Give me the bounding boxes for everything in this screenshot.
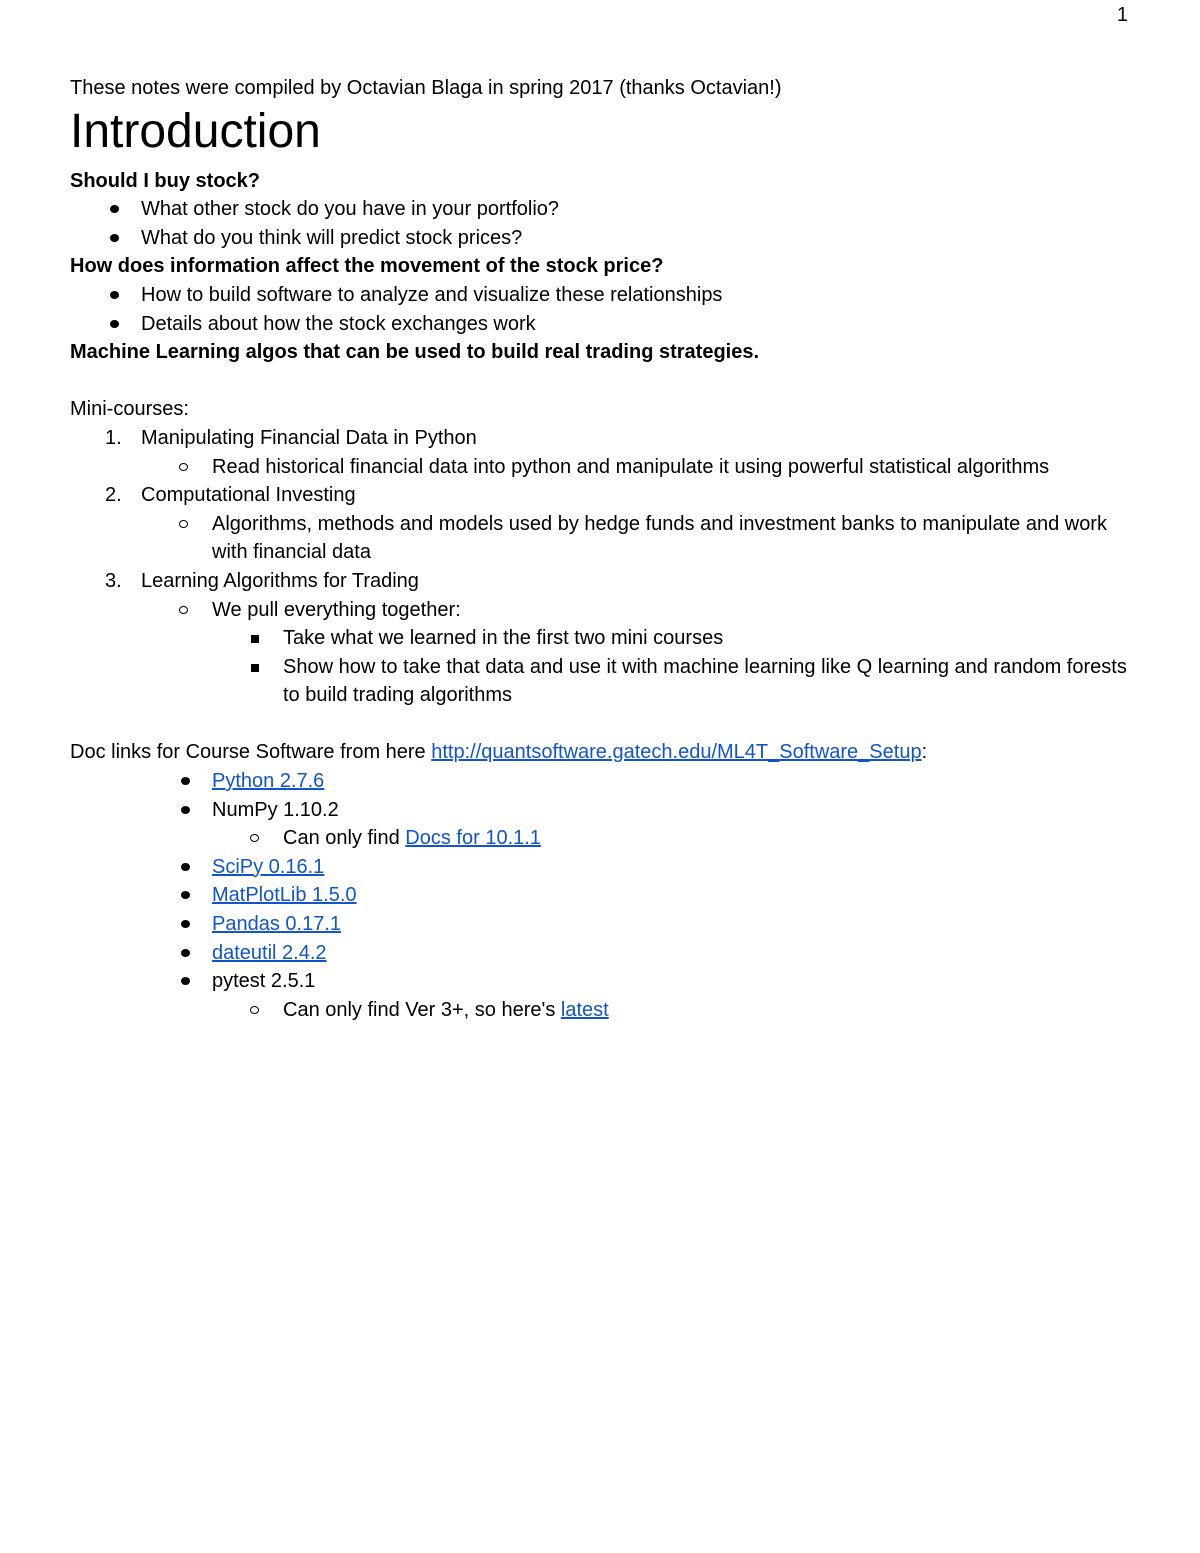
dateutil-link[interactable]: dateutil 2.4.2 — [212, 941, 327, 964]
list-item: pytest 2.5.1 — [70, 967, 1140, 996]
list-item — [70, 910, 1140, 939]
list-item: Take what we learned in the first two mini courses — [70, 624, 1140, 653]
list-item: Algorithms, methods and models used by hedge funds and investment banks to manipulate and work with financial data — [70, 510, 1140, 567]
list-item: Can only find Ver 3+, so here's latest — [70, 996, 1140, 1025]
list-item — [70, 881, 1140, 910]
list-item: What other stock do you have in your portfolio? — [70, 195, 1140, 224]
list-item: Can only find Docs for 10.1.1 — [70, 824, 1140, 853]
list-item: Show how to take that data and use it with machine learning like Q learning and random forests to build trading algorithms — [70, 653, 1140, 710]
list-item: Details about how the stock exchanges work — [70, 310, 1140, 339]
scipy-link[interactable]: SciPy 0.16.1 — [212, 855, 325, 878]
matplotlib-link[interactable]: MatPlotLib 1.5.0 — [212, 884, 357, 907]
section-heading-information: How does information affect the movement of the stock price? — [70, 255, 664, 278]
software-setup-link[interactable]: http://quantsoftware.gatech.edu/ML4T_Software_Setup — [431, 741, 922, 764]
list-item: Read historical financial data into python and manipulate it using powerful statistical algorithms — [70, 453, 1140, 482]
list-item — [70, 939, 1140, 968]
minicourses-label: Mini-courses: — [70, 398, 189, 421]
section-heading-buy-stock: Should I buy stock? — [70, 169, 261, 192]
list-item: How to build software to analyze and visualize these relationships — [70, 281, 1140, 310]
pandas-link[interactable]: Pandas 0.17.1 — [212, 913, 341, 936]
doc-links-line: Doc links for Course Software from here http://quantsoftware.gatech.edu/ML4T_Software_Setup: — [70, 741, 928, 764]
pytest-latest-link[interactable]: latest — [560, 998, 609, 1021]
list-item: NumPy 1.10.2 — [70, 796, 1140, 825]
minicourse-item: 1. Manipulating Financial Data in Python — [105, 426, 477, 449]
page-number: 1 — [1116, 4, 1128, 26]
minicourse-item: 2. Computational Investing — [105, 484, 356, 507]
list-item — [70, 767, 1140, 796]
list-item: What do you think will predict stock prices? — [70, 224, 1140, 253]
list-item — [70, 853, 1140, 882]
intro-note: These notes were compiled by Octavian Blaga in spring 2017 (thanks Octavian!) — [70, 77, 782, 99]
minicourse-item: 3. Learning Algorithms for Trading — [105, 569, 419, 592]
python-link[interactable]: Python 2.7.6 — [212, 770, 325, 793]
page-title: Introduction — [70, 104, 321, 158]
document-body — [70, 74, 1140, 1024]
section-heading-ml-algos: Machine Learning algos that can be used to build real trading strategies. — [70, 341, 760, 364]
list-item: We pull everything together: — [70, 596, 1140, 625]
numpy-docs-link[interactable]: Docs for 10.1.1 — [405, 827, 541, 850]
